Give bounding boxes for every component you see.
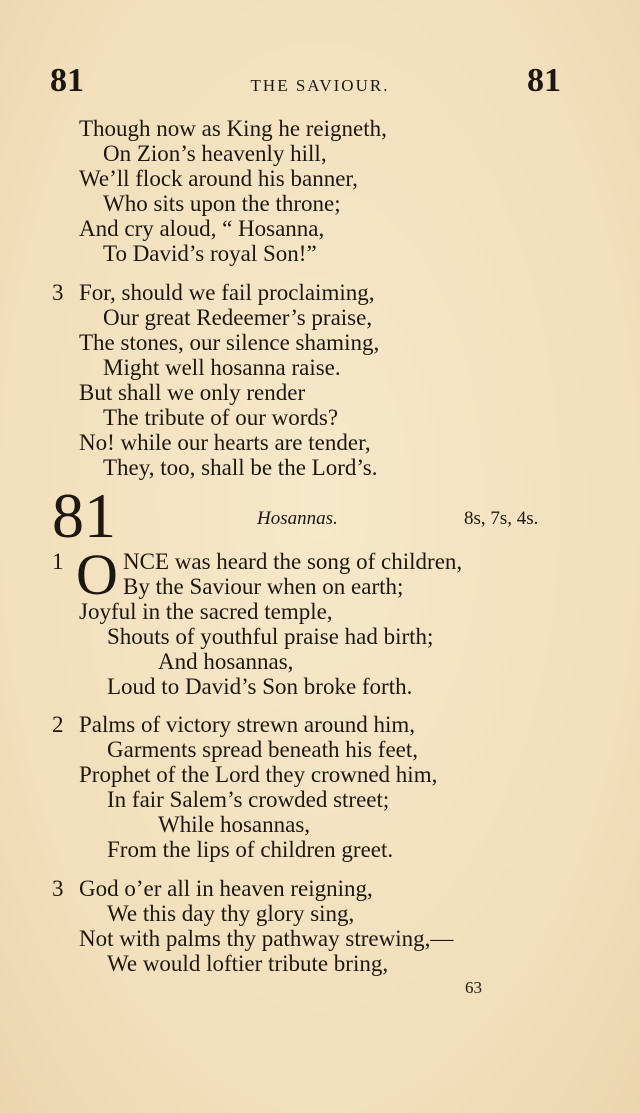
verse-line: Who sits upon the throne; — [103, 191, 341, 216]
verse-line: We would loftier tribute bring, — [107, 951, 389, 976]
stanza-number: 3 — [52, 876, 64, 901]
verse-line: NCE was heard the song of children, — [123, 549, 463, 574]
meter: 8s, 7s, 4s. — [464, 508, 539, 529]
verse-line: They, too, shall be the Lord’s. — [103, 455, 378, 480]
running-title: THE SAVIOUR. — [250, 76, 390, 95]
verse-line: The tribute of our words? — [103, 405, 339, 430]
verse-line: Loud to David’s Son broke forth. — [107, 674, 413, 699]
verse-line: God o’er all in heaven reigning, — [79, 876, 373, 901]
stanza-number: 3 — [52, 280, 64, 305]
drop-cap: O — [76, 542, 118, 607]
verse-line: Our great Redeemer’s praise, — [103, 305, 373, 330]
hymn-number: 81 — [52, 480, 116, 551]
verse-line: From the lips of children greet. — [107, 837, 394, 862]
verse-line: And cry aloud, “ Hosanna, — [79, 216, 325, 241]
verse-line: To David’s royal Son!” — [103, 241, 317, 266]
verse-line: On Zion’s heavenly hill, — [103, 141, 327, 166]
signature-number: 63 — [465, 978, 482, 997]
verse-line: Palms of victory strewn around him, — [79, 712, 416, 737]
page-number-left: 81 — [50, 62, 84, 99]
verse-line: For, should we fail proclaiming, — [79, 280, 375, 305]
verse-line: Though now as King he reigneth, — [79, 116, 387, 141]
verse-line: No! while our hearts are tender, — [79, 430, 371, 455]
verse-line: By the Saviour when on earth; — [123, 574, 404, 599]
page-number-right: 81 — [527, 62, 561, 99]
verse-line: Shouts of youthful praise had birth; — [107, 624, 434, 649]
verse-line: We this day thy glory sing, — [107, 901, 355, 926]
verse-line: Not with palms thy pathway strewing,— — [79, 926, 454, 951]
verse-line: Prophet of the Lord they crowned him, — [79, 762, 438, 787]
verse-line: Might well hosanna raise. — [103, 355, 341, 380]
verse-line: We’ll flock around his banner, — [79, 166, 358, 191]
stanza-number: 2 — [52, 712, 64, 737]
verse-line: And hosannas, — [158, 649, 294, 674]
verse-line: Joyful in the sacred temple, — [79, 599, 333, 624]
verse-line: While hosannas, — [158, 812, 311, 837]
verse-line: Garments spread beneath his feet, — [107, 737, 419, 762]
verse-line: In fair Salem’s crowded street; — [107, 787, 390, 812]
stanza-number: 1 — [52, 549, 64, 574]
verse-line: But shall we only render — [79, 380, 306, 405]
verse-line: The stones, our silence shaming, — [79, 330, 380, 355]
tune-name: Hosannas. — [257, 508, 338, 529]
